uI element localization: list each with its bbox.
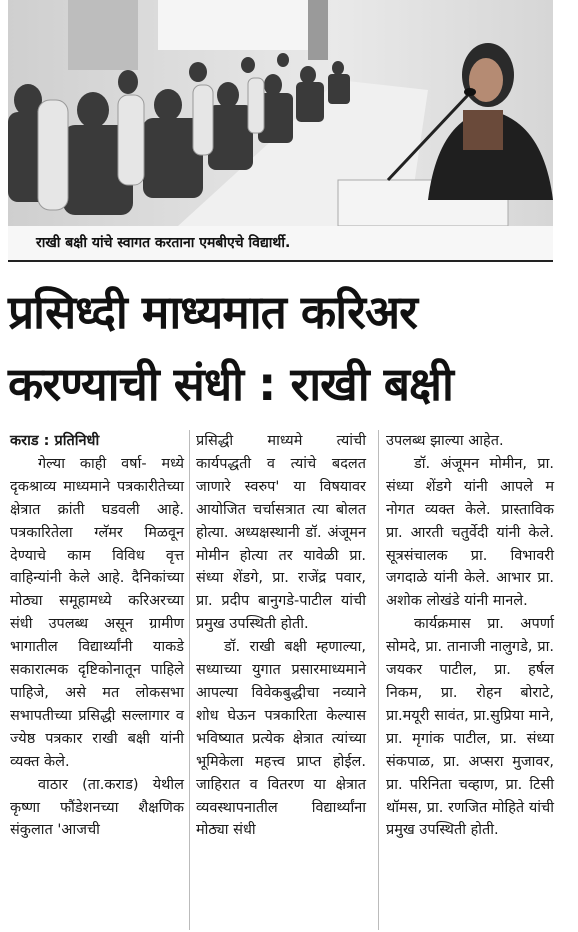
paragraph: वाठार (ता.कराड) येथील कृष्णा फौंडेशनच्या शैक्षणिक संकुलात 'आजची xyxy=(10,776,184,839)
paragraph: उपलब्ध झाल्या आहेत. xyxy=(386,433,504,449)
column-divider xyxy=(378,430,379,930)
column-divider xyxy=(189,430,190,930)
event-photo xyxy=(8,0,553,226)
paragraph: डॉ. राखी बक्षी म्हणाल्या, सध्याच्या युगात प्रसारमाध्यमाने आपल्या विवेकबुद्धीचा नव्याने शोध घेऊन पत्रकारिता केल्यास भविष्यात प्रत्येक क्षेत्रात त्यांच्या भूमिकेला महत्त्व प्राप्त होईल. जाहिरात व वितरण या क्षेत्रात व्यवस्थापनातील विद्यार्थ्यांना मोठ्या संधी xyxy=(196,639,366,839)
paragraph: गेल्या काही वर्षा- मध्ये दृकश्राव्य माध्यमाने पत्रकारीतेच्या क्षेत्रात क्रांती घडवली आहे. पत्रकारितेला ग्लॅमर मिळवून देण्याचे काम विविध वृत्त वाहिन्यांनी केले आहे. दैनिकांच्या मोठ्या समूहामध्ये करिअरच्या संधी उपलब्ध असून ग्रामीण भागातील विद्यार्थ्यांनी याकडे सकारात्मक दृष्टिकोनातून पाहिले पाहिजे, असे मत लोकसभा सभापतीच्या प्रसिद्धी सल्लागार व ज्येष्ठ पत्रकार राखी बक्षी यांनी व्यक्त केले. xyxy=(10,455,184,770)
paragraph: प्रसिद्धी माध्यमे त्यांची कार्यपद्धती व त्यांचे बदलत जाणारे स्वरुप' या विषयावर आयोजित चर्चासत्रात त्या बोलत होत्या. अध्यक्षस्थानी डॉ. अंजूमन मोमीन होत्या तर यावेळी प्रा. संध्या शेंडगे, प्रा. राजेंद्र पवार, प्रा. प्रदीप बानुगडे-पाटील यांची प्रमुख उपस्थिती होती. xyxy=(196,433,366,633)
paragraph: कार्यक्रमास प्रा. अपर्णा सोमदे, प्रा. तानाजी नालुगडे, प्रा. जयकर पाटील, प्रा. हर्षल निकम, प्रा. रोहन बोराटे, प्रा.मयूरी सावंत, प्रा.सुप्रिया माने, प्रा. मृगांक पाटील, प्रा. संध्या संकपाळ, प्रा. अप्सरा मुजावर, प्रा. परिनिता चव्हाण, प्रा. टिसी थॉमस, प्रा. रणजित मोहिते यांची प्रमुख उपस्थिती होती. xyxy=(386,616,554,839)
photo-image xyxy=(8,0,553,226)
article-column-2 xyxy=(196,430,366,842)
dateline: कराड : प्रतिनिधी xyxy=(10,433,100,449)
paragraph: डॉ. अंजूमन मोमीन, प्रा. संध्या शेंडगे यांनी आपले म नोगत व्यक्त केले. प्रास्ताविक प्रा. आरती चतुर्वेदी यांनी केले. सूत्रसंचालक प्रा. विभावरी जगदाळे यांनी केले. आभार प्रा. अशोक लोखंडे यांनी मानले. xyxy=(386,455,554,610)
article-column-3 xyxy=(386,430,554,842)
article-column-1 xyxy=(10,430,184,842)
photo-caption: राखी बक्षी यांचे स्वागत करताना एमबीएचे विद्यार्थी. xyxy=(8,226,553,262)
headline-line-2: करण्याची संधी : राखी बक्षी xyxy=(8,357,453,411)
headline-line-1: प्रसिध्दी माध्यमात करिअर xyxy=(8,285,417,339)
headline xyxy=(8,276,568,420)
